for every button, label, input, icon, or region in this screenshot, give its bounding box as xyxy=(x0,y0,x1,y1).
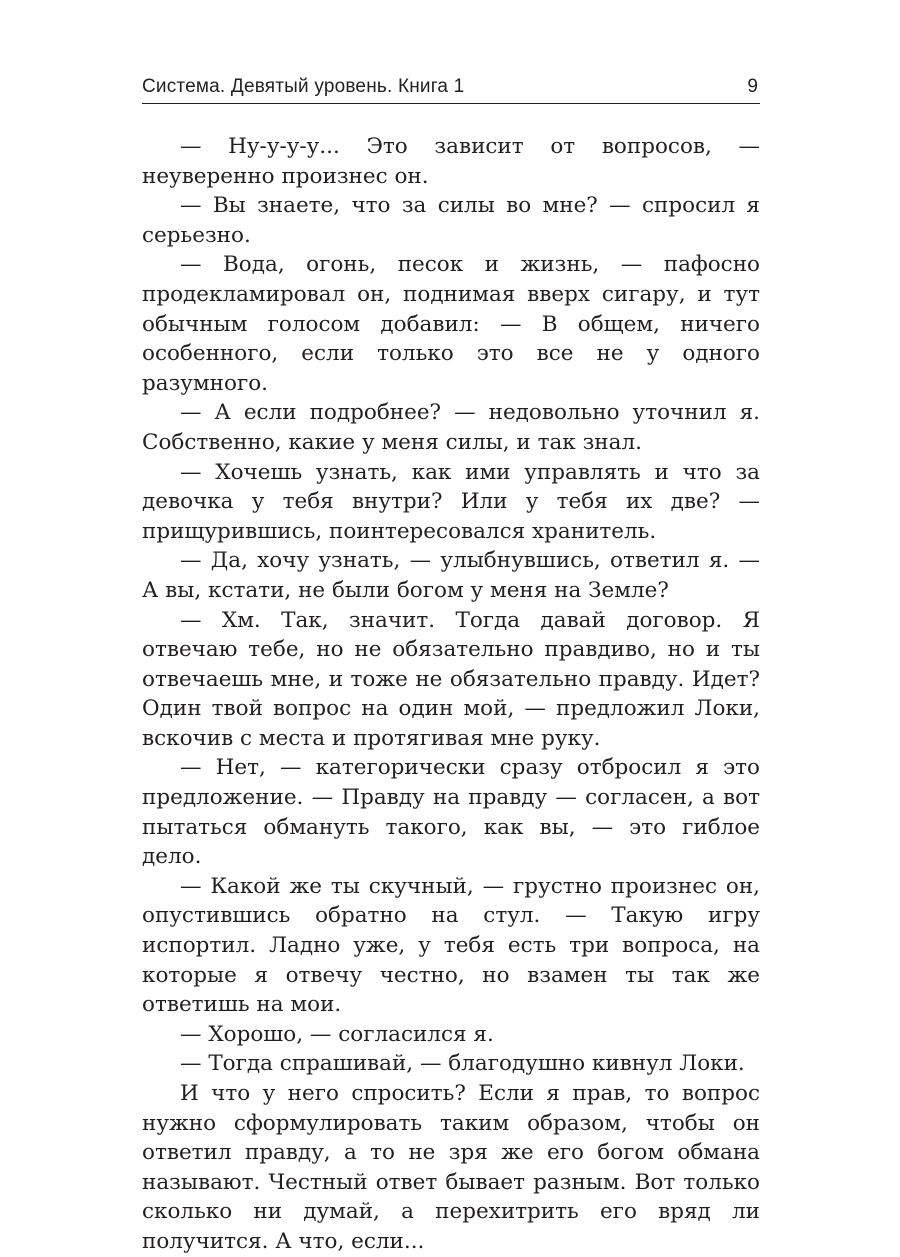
paragraph: — Да, хочу узнать, — улыбнувшись, ответил я. — А вы, кстати, не были богом у меня на Земле? xyxy=(142,548,760,603)
page-number: 9 xyxy=(747,76,758,97)
paragraph: — Нет, — категорически сразу отбросил я это предложение. — Правду на правду — согласен, а вот пытаться обмануть такого, как вы, — это гиблое дело. xyxy=(142,755,760,870)
paragraph: — Хм. Так, значит. Тогда давай договор. Я отвечаю тебе, но не обязательно правдиво, но и ты отвечаешь мне, и тоже не обязательно правду. Идет? Один твой вопрос на один мой, — предложил Локи, вскочив с места и протягивая мне руку. xyxy=(142,607,760,751)
paragraph: И что у него спросить? Если я прав, то вопрос нужно сформулировать таким образом, чтобы он ответил правду, а то не зря же его богом обмана называют. Честный ответ бывает разным. Вот только сколько ни думай, а перехитрить его вряд ли получится. А что, если... xyxy=(142,1081,760,1254)
paragraph: — Хорошо, — согласился я. xyxy=(180,1021,494,1047)
book-title: Система. Девятый уровень. Книга 1 xyxy=(142,76,465,97)
paragraph: — Вы знаете, что за силы во мне? — спросил я серьезно. xyxy=(142,193,760,248)
paragraph: — Вода, огонь, песок и жизнь, — пафосно продекламировал он, поднимая вверх сигару, и тут обычным голосом добавил: — В общем, ничего особенного, если только это все не у одного разумного. xyxy=(142,252,760,396)
paragraph: — А если подробнее? — недовольно уточнил я. Собственно, какие у меня силы, и так знал. xyxy=(142,400,760,455)
paragraph: — Ну-у-у-у... Это зависит от вопросов, — неуверенно произнес он. xyxy=(142,134,760,189)
paragraph: — Хочешь узнать, как ими управлять и что за девочка у тебя внутри? Или у тебя их две? — прищурившись, поинтересовался хранитель. xyxy=(142,459,760,544)
paragraph: — Какой же ты скучный, — грустно произнес он, опустившись обратно на стул. — Такую игру испортил. Ладно уже, у тебя есть три вопроса, на которые я отвечу честно, но взамен ты так же ответишь на мои. xyxy=(142,873,760,1018)
page-body xyxy=(142,132,760,1257)
paragraph: — Тогда спрашивай, — благодушно кивнул Локи. xyxy=(180,1051,745,1077)
header-rule xyxy=(142,103,760,104)
running-header xyxy=(142,74,760,104)
